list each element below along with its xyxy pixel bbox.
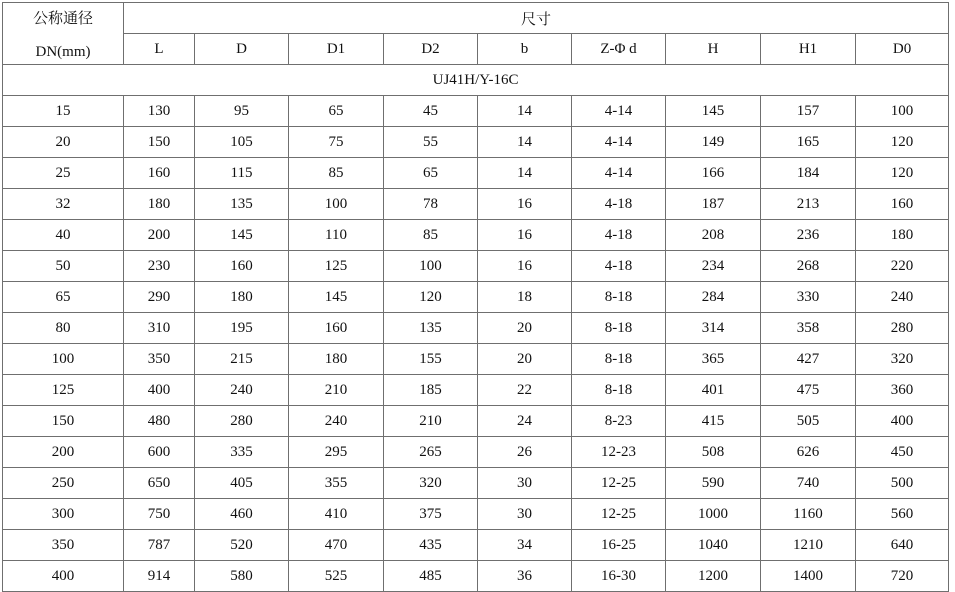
table-cell: 427 (761, 344, 856, 375)
table-row (3, 437, 949, 468)
table-cell: 145 (195, 220, 289, 251)
table-cell: 155 (384, 344, 478, 375)
dn-cell: 200 (3, 437, 124, 468)
table-cell: 626 (761, 437, 856, 468)
table-cell: 787 (124, 530, 195, 561)
table-cell: 750 (124, 499, 195, 530)
table-cell: 295 (289, 437, 384, 468)
table-cell: 330 (761, 282, 856, 313)
table-cell: 4-18 (572, 220, 666, 251)
table-row (3, 344, 949, 375)
column-header: b (478, 34, 572, 65)
column-header: D0 (856, 34, 949, 65)
table-cell: 105 (195, 127, 289, 158)
column-header: H (666, 34, 761, 65)
dn-cell: 250 (3, 468, 124, 499)
column-header: H1 (761, 34, 856, 65)
table-cell: 400 (856, 406, 949, 437)
header-row-top (3, 3, 949, 34)
table-cell: 36 (478, 561, 572, 592)
table-cell: 215 (195, 344, 289, 375)
table-cell: 20 (478, 344, 572, 375)
table-cell: 4-14 (572, 127, 666, 158)
table-cell: 18 (478, 282, 572, 313)
table-cell: 505 (761, 406, 856, 437)
table-cell: 180 (195, 282, 289, 313)
dn-header-label-bottom: DN(mm) (35, 43, 91, 60)
table-cell: 20 (478, 313, 572, 344)
table-cell: 180 (289, 344, 384, 375)
table-cell: 16 (478, 251, 572, 282)
table-cell: 187 (666, 189, 761, 220)
table-cell: 100 (856, 96, 949, 127)
dn-cell: 65 (3, 282, 124, 313)
dn-cell: 25 (3, 158, 124, 189)
table-cell: 240 (856, 282, 949, 313)
table-cell: 160 (124, 158, 195, 189)
table-cell: 401 (666, 375, 761, 406)
table-cell: 600 (124, 437, 195, 468)
table-row (3, 189, 949, 220)
table-cell: 375 (384, 499, 478, 530)
table-cell: 640 (856, 530, 949, 561)
table-cell: 240 (195, 375, 289, 406)
table-cell: 470 (289, 530, 384, 561)
column-header: Z-Φ d (572, 34, 666, 65)
table-row (3, 96, 949, 127)
table-cell: 360 (856, 375, 949, 406)
table-cell: 16-30 (572, 561, 666, 592)
table-cell: 280 (856, 313, 949, 344)
table-cell: 8-23 (572, 406, 666, 437)
table-row (3, 127, 949, 158)
table-cell: 4-14 (572, 96, 666, 127)
table-cell: 185 (384, 375, 478, 406)
table-cell: 234 (666, 251, 761, 282)
table-cell: 480 (124, 406, 195, 437)
table-cell: 213 (761, 189, 856, 220)
dn-cell: 20 (3, 127, 124, 158)
table-cell: 24 (478, 406, 572, 437)
table-cell: 1200 (666, 561, 761, 592)
table-row (3, 375, 949, 406)
dn-cell: 300 (3, 499, 124, 530)
table-cell: 314 (666, 313, 761, 344)
table-cell: 284 (666, 282, 761, 313)
dn-cell: 32 (3, 189, 124, 220)
table-cell: 160 (856, 189, 949, 220)
table-cell: 120 (384, 282, 478, 313)
table-cell: 485 (384, 561, 478, 592)
table-cell: 508 (666, 437, 761, 468)
table-cell: 358 (761, 313, 856, 344)
table-cell: 405 (195, 468, 289, 499)
table-cell: 1400 (761, 561, 856, 592)
table-cell: 290 (124, 282, 195, 313)
table-cell: 150 (124, 127, 195, 158)
table-cell: 65 (384, 158, 478, 189)
table-cell: 125 (289, 251, 384, 282)
table-cell: 520 (195, 530, 289, 561)
table-cell: 200 (124, 220, 195, 251)
dn-cell: 400 (3, 561, 124, 592)
table-cell: 166 (666, 158, 761, 189)
table-cell: 450 (856, 437, 949, 468)
model-label: UJ41H/Y-16C (3, 65, 949, 96)
column-header: D2 (384, 34, 478, 65)
table-cell: 355 (289, 468, 384, 499)
table-cell: 8-18 (572, 375, 666, 406)
table-cell: 210 (384, 406, 478, 437)
table-cell: 320 (384, 468, 478, 499)
table-cell: 740 (761, 468, 856, 499)
table-cell: 4-18 (572, 189, 666, 220)
dn-cell: 50 (3, 251, 124, 282)
table-cell: 135 (384, 313, 478, 344)
table-cell: 120 (856, 127, 949, 158)
dn-cell: 15 (3, 96, 124, 127)
table-cell: 16 (478, 220, 572, 251)
table-cell: 55 (384, 127, 478, 158)
dn-cell: 100 (3, 344, 124, 375)
table-row (3, 220, 949, 251)
table-row (3, 561, 949, 592)
table-row (3, 251, 949, 282)
table-cell: 195 (195, 313, 289, 344)
table-cell: 4-14 (572, 158, 666, 189)
table-cell: 280 (195, 406, 289, 437)
dn-header-cell (3, 3, 124, 65)
table-cell: 130 (124, 96, 195, 127)
table-cell: 475 (761, 375, 856, 406)
table-cell: 160 (195, 251, 289, 282)
table-cell: 580 (195, 561, 289, 592)
table-cell: 16 (478, 189, 572, 220)
table-cell: 145 (666, 96, 761, 127)
table-row (3, 158, 949, 189)
table-cell: 180 (124, 189, 195, 220)
table-cell: 435 (384, 530, 478, 561)
table-cell: 135 (195, 189, 289, 220)
table-cell: 14 (478, 158, 572, 189)
table-cell: 335 (195, 437, 289, 468)
dn-cell: 40 (3, 220, 124, 251)
table-cell: 149 (666, 127, 761, 158)
dn-cell: 125 (3, 375, 124, 406)
table-cell: 560 (856, 499, 949, 530)
table-cell: 410 (289, 499, 384, 530)
table-cell: 720 (856, 561, 949, 592)
table-cell: 85 (289, 158, 384, 189)
table-cell: 914 (124, 561, 195, 592)
table-cell: 650 (124, 468, 195, 499)
table-cell: 26 (478, 437, 572, 468)
dimension-table (2, 2, 949, 592)
table-cell: 120 (856, 158, 949, 189)
column-header: D (195, 34, 289, 65)
header-row-columns (3, 34, 949, 65)
table-cell: 460 (195, 499, 289, 530)
table-cell: 236 (761, 220, 856, 251)
table-cell: 12-25 (572, 468, 666, 499)
table-cell: 230 (124, 251, 195, 282)
column-header: L (124, 34, 195, 65)
model-row (3, 65, 949, 96)
table-cell: 1000 (666, 499, 761, 530)
table-cell: 210 (289, 375, 384, 406)
dn-cell: 150 (3, 406, 124, 437)
table-cell: 165 (761, 127, 856, 158)
dn-cell: 350 (3, 530, 124, 561)
table-cell: 157 (761, 96, 856, 127)
table-cell: 208 (666, 220, 761, 251)
table-cell: 85 (384, 220, 478, 251)
dn-cell: 80 (3, 313, 124, 344)
table-cell: 110 (289, 220, 384, 251)
table-row (3, 530, 949, 561)
table-cell: 415 (666, 406, 761, 437)
table-cell: 78 (384, 189, 478, 220)
dn-header-label-top: 公称通径 (32, 8, 93, 27)
table-cell: 45 (384, 96, 478, 127)
table-cell: 590 (666, 468, 761, 499)
table-cell: 525 (289, 561, 384, 592)
table-cell: 1040 (666, 530, 761, 561)
table-row (3, 468, 949, 499)
table-cell: 500 (856, 468, 949, 499)
table-cell: 100 (289, 189, 384, 220)
table-row (3, 406, 949, 437)
table-cell: 95 (195, 96, 289, 127)
table-cell: 265 (384, 437, 478, 468)
table-cell: 145 (289, 282, 384, 313)
table-cell: 160 (289, 313, 384, 344)
table-cell: 1210 (761, 530, 856, 561)
table-cell: 115 (195, 158, 289, 189)
table-cell: 100 (384, 251, 478, 282)
table-cell: 12-23 (572, 437, 666, 468)
table-cell: 365 (666, 344, 761, 375)
dimensions-header: 尺寸 (124, 3, 949, 34)
table-cell: 14 (478, 127, 572, 158)
table-cell: 1160 (761, 499, 856, 530)
table-cell: 16-25 (572, 530, 666, 561)
table-cell: 8-18 (572, 344, 666, 375)
table-cell: 34 (478, 530, 572, 561)
table-cell: 220 (856, 251, 949, 282)
table-row (3, 313, 949, 344)
table-cell: 350 (124, 344, 195, 375)
table-cell: 268 (761, 251, 856, 282)
table-cell: 180 (856, 220, 949, 251)
table-cell: 400 (124, 375, 195, 406)
table-cell: 8-18 (572, 313, 666, 344)
table-cell: 22 (478, 375, 572, 406)
table-cell: 184 (761, 158, 856, 189)
table-cell: 310 (124, 313, 195, 344)
table-cell: 65 (289, 96, 384, 127)
table-cell: 240 (289, 406, 384, 437)
table-row (3, 499, 949, 530)
table-cell: 75 (289, 127, 384, 158)
table-cell: 4-18 (572, 251, 666, 282)
table-row (3, 282, 949, 313)
table-cell: 320 (856, 344, 949, 375)
table-cell: 8-18 (572, 282, 666, 313)
column-header: D1 (289, 34, 384, 65)
table-cell: 30 (478, 499, 572, 530)
table-cell: 12-25 (572, 499, 666, 530)
table-cell: 30 (478, 468, 572, 499)
table-cell: 14 (478, 96, 572, 127)
